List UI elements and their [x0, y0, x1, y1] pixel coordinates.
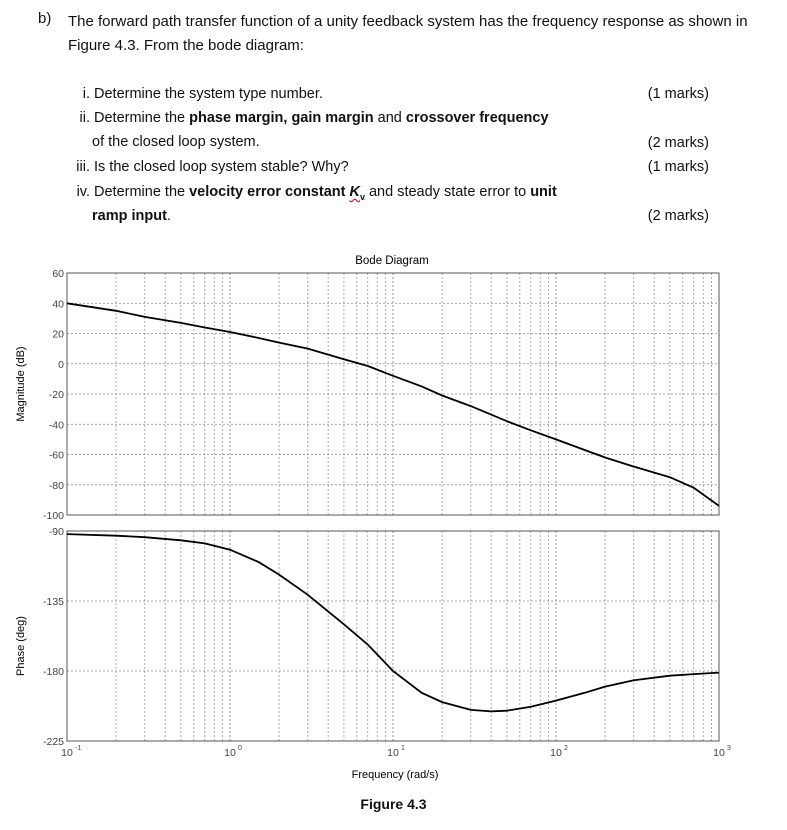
item-1 — [68, 86, 323, 102]
item-2-bold-2: crossover frequency — [405, 110, 549, 126]
item-4-cont-dot: . — [166, 208, 171, 224]
phase-y-ticks — [43, 526, 64, 748]
item-4-mid: and steady state error to — [364, 184, 531, 200]
bode-diagram — [0, 240, 787, 790]
magnitude-grid — [67, 273, 719, 515]
item-4-number: iv. — [76, 184, 90, 200]
x-axis-label: Frequency (rad/s) — [351, 769, 439, 781]
phase-y-tick-label: -180 — [42, 666, 64, 678]
item-2-continuation: of the closed loop system. — [92, 134, 260, 150]
magnitude-y-tick-label: -40 — [48, 419, 64, 432]
item-2-marks: (2 marks) — [647, 135, 709, 151]
item-4-cont-bold: ramp input — [92, 208, 167, 224]
phase-grid — [67, 531, 719, 741]
magnitude-y-tick-label: 0 — [58, 358, 64, 371]
item-4 — [68, 184, 557, 202]
item-4-continuation — [92, 208, 171, 224]
item-4-bold-2: unit — [530, 184, 557, 200]
x-tick-label: 10 — [713, 747, 725, 759]
item-1-marks: (1 marks) — [647, 86, 709, 102]
chart-title: Bode Diagram — [355, 255, 429, 267]
item-3-text: Is the closed loop system stable? Why? — [94, 159, 349, 175]
kv-sub: v — [359, 191, 365, 202]
x-tick-exponent: 1 — [401, 745, 405, 752]
x-ticks — [61, 745, 731, 759]
item-2-bold-1: phase margin, gain margin — [189, 110, 374, 126]
item-3-marks: (1 marks) — [647, 159, 709, 175]
item-2 — [68, 110, 549, 126]
phase-y-tick-label: -90 — [48, 526, 64, 538]
magnitude-y-tick-label: 20 — [52, 328, 64, 341]
x-tick-label: 10 — [61, 747, 73, 759]
item-3 — [68, 159, 349, 175]
phase-y-tick-label: -135 — [42, 596, 64, 608]
x-tick-exponent: 3 — [727, 745, 731, 752]
magnitude-y-tick-label: 40 — [52, 298, 64, 311]
magnitude-y-ticks — [43, 268, 64, 522]
item-4-pre: Determine the — [94, 184, 190, 200]
magnitude-y-label: Magnitude (dB) — [15, 346, 27, 422]
magnitude-y-tick-label: 60 — [52, 268, 64, 280]
kv-k: K — [349, 184, 360, 200]
question-intro: The forward path transfer function of a unity feedback system has the frequency response as shown in Figure 4.3. From the bode diagram: — [68, 13, 748, 54]
phase-y-label: Phase (deg) — [15, 616, 27, 676]
magnitude-y-tick-label: -100 — [42, 510, 64, 522]
figure-caption: Figure 4.3 — [360, 796, 427, 812]
item-4-bold-1: velocity error constant — [189, 184, 350, 200]
magnitude-y-tick-label: -20 — [48, 389, 64, 401]
x-tick-exponent: -1 — [75, 745, 82, 752]
x-tick-exponent: 2 — [564, 745, 568, 752]
x-tick-label: 10 — [387, 747, 399, 759]
item-3-number: iii. — [76, 159, 90, 175]
item-2-pre: Determine the — [94, 110, 190, 126]
item-1-text: Determine the system type number. — [94, 86, 323, 102]
x-tick-label: 10 — [224, 747, 236, 759]
question-label: b) — [38, 10, 52, 27]
magnitude-y-tick-label: -60 — [48, 449, 64, 462]
x-tick-label: 10 — [550, 747, 562, 759]
item-1-number: i. — [82, 86, 90, 102]
item-2-number: ii. — [79, 110, 90, 126]
magnitude-y-tick-label: -80 — [48, 479, 64, 492]
kv-symbol — [349, 184, 365, 200]
x-tick-exponent: 0 — [238, 745, 242, 752]
item-2-mid: and — [373, 110, 406, 126]
item-4-marks: (2 marks) — [647, 208, 709, 224]
phase-y-tick-label: -225 — [42, 736, 64, 748]
